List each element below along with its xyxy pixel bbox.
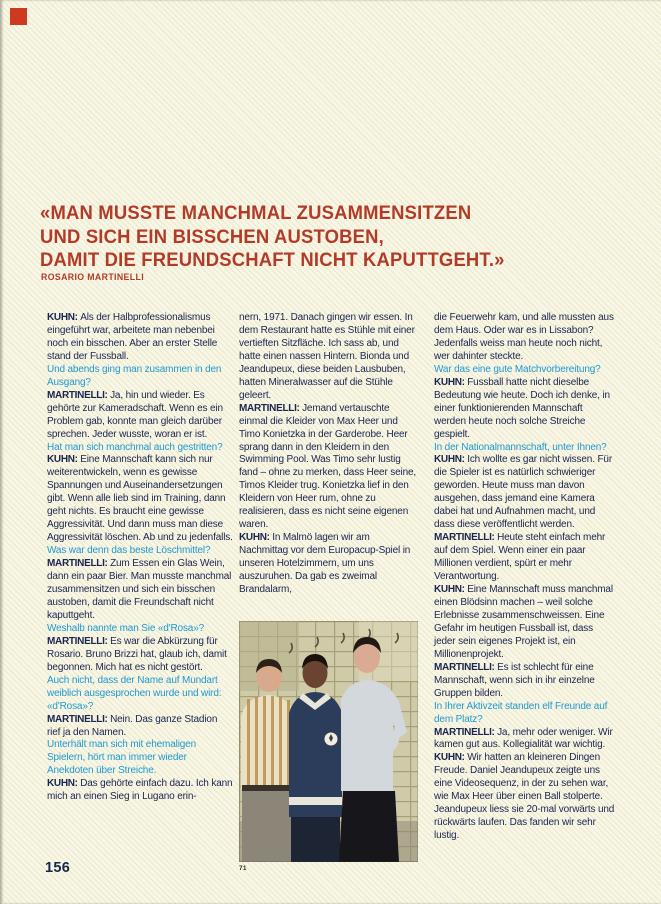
interview-question: Weshalb nannte man Sie «d'Rosa»? — [47, 622, 205, 634]
interview-question: Und abends ging man zusammen in den Ausgang? — [47, 363, 222, 388]
text-column-1 — [47, 312, 233, 804]
speaker-label: MARTINELLI: — [434, 726, 498, 738]
text-column-2 — [239, 312, 419, 876]
interview-question: Was war denn das beste Löschmittel? — [47, 545, 211, 557]
speaker-label: KUHN: — [47, 312, 81, 323]
speaker-label: KUHN: — [47, 454, 81, 466]
interview-answer: KUHN: Das gehörte einfach dazu. Ich kann mich an einen Sieg in Lugano erin- — [47, 778, 233, 803]
interview-question: War das eine gute Matchvorbereitung? — [434, 363, 601, 375]
speaker-label: MARTINELLI: — [47, 713, 111, 725]
quote-attribution: ROSARIO MARTINELLI — [41, 272, 145, 282]
interview-question: In Ihrer Aktivzeit standen elf Freunde auf dem Platz? — [434, 700, 608, 725]
interview-answer: MARTINELLI: Jemand vertauschte einmal die Kleider von Max Heer und Timo Konietzka in der Garderobe. Heer sprang dann in den Kleidern in den Swimming Pool. Was Timo sehr lustig fand – ohne zu merken, dass Heer seine, Timos Kleider trug. Konietzka lief in den Kleidern von Heer rum, ohne zu realisieren, dass es nicht seine eigenen waren. — [239, 402, 417, 531]
pull-quote — [40, 202, 505, 273]
speaker-label: KUHN: — [47, 778, 81, 790]
speaker-label: MARTINELLI: — [434, 661, 498, 673]
speaker-label: MARTINELLI: — [434, 532, 498, 544]
interview-answer: KUHN: Eine Mannschaft muss manchmal einen Blödsinn machen – weil solche Erlebnisse zusammenschweissen. Eine Gefahr im heutigen Fussball ist, dass jeder sein eigenes Projekt ist, ein Millionenprojekt. — [434, 584, 613, 660]
interview-answer: KUHN: Wir hatten an kleineren Dingen Freude. Daniel Jeandupeux zeigte uns eine Videosequenz, in der zu sehen war, wie Max Heer über einen Ball stolperte. Jeandupeux liess sie 20-mal vorwärts und rückwärts laufen. Das fanden wir sehr lustig. — [434, 752, 615, 842]
interview-answer: KUHN: Eine Mannschaft kann sich nur weiterentwickeln, wenn es gewisse Spannungen und Auseinandersetzungen gibt. Wenn alle lieb sind im Training, dann geht nichts. Es braucht eine gewisse Aggressivität. Und dann muss man diese Aggressivität löschen. Ab und zu jedenfalls. — [47, 454, 233, 544]
interview-answer: nern, 1971. Danach gingen wir essen. In dem Restaurant hatte es Stühle mit einer vertieften Sitzfläche. Ich sass ab, und hatte einen nassen Hintern. Bionda und Jeandupeux, diese beiden Lausbuben, hatten Mineralwasser auf die Stühle geleert. — [239, 312, 415, 401]
pull-quote-line: DAMIT DIE FREUNDSCHAFT NICHT KAPUTTGEHT.» — [40, 250, 505, 271]
speaker-label: KUHN: — [434, 584, 468, 596]
interview-answer: MARTINELLI: Zum Essen ein Glas Wein, dann ein paar Bier. Man musste manchmal zusammensitzen und sich ein bisschen austoben, damit die Freundschaft nicht kaputtgeht. — [47, 558, 232, 621]
interview-answer: KUHN: In Malmö lagen wir am Nachmittag vor dem Europacup-Spiel in unseren Hotelzimmern, um uns auszuruhen. Da gab es zweimal Brandalarm, — [239, 532, 411, 596]
speaker-label: KUHN: — [434, 752, 468, 764]
interview-answer: MARTINELLI: Es ist schlecht für eine Mannschaft, wenn sich in ihr einzelne Gruppen bilden. — [434, 661, 595, 699]
interview-question: Auch nicht, dass der Name auf Mundart weiblich ausgesprochen wurde und wird: «d'Rosa»? — [47, 674, 222, 712]
speaker-label: KUHN: — [239, 532, 273, 544]
interview-answer: KUHN: Ich wollte es gar nicht wissen. Für die Spieler ist es natürlich schwieriger geworden. Heute muss man davon ausgehen, dass jemand eine Kamera dabei hat und Aufnahmen macht, und dass diese veröffentlicht werden. — [434, 454, 613, 531]
interview-answer: MARTINELLI: Ja, hin und wieder. Es gehörte zur Kameradschaft. Wenn es ein Problem gab, konnte man gleich darüber sprechen. Jeder wusste, woran er ist. — [47, 389, 223, 440]
interview-answer: MARTINELLI: Heute steht einfach mehr auf dem Spiel. Wenn einer ein paar Millionen verdient, spürt er mehr Verantwortung. — [434, 532, 606, 583]
interview-answer: MARTINELLI: Es war die Abkürzung für Rosario. Bruno Brizzi hat, glaub ich, damit begonnen. Mich hat es nicht gestört. — [47, 635, 227, 673]
speaker-label: MARTINELLI: — [47, 635, 111, 647]
club-badge-icon — [324, 732, 338, 746]
speaker-label: MARTINELLI: — [47, 389, 111, 401]
text-column-3 — [434, 312, 615, 843]
interview-answer: MARTINELLI: Ja, mehr oder weniger. Wir kamen gut aus. Kollegialität war wichtig. — [434, 726, 613, 751]
red-corner-marker — [10, 8, 27, 25]
pull-quote-line: UND SICH EIN BISSCHEN AUSTOBEN, — [40, 226, 384, 248]
photo-block — [239, 621, 418, 876]
interview-answer: KUHN: Fussball hatte nicht dieselbe Bedeutung wie heute. Doch ich denke, in einer funktionierenden Mannschaft werden heute noch solche Streiche gespielt. — [434, 376, 610, 440]
interview-question: Unterhält man sich mit ehemaligen Spielern, hört man immer wieder Anekdoten über Streiche. — [47, 739, 197, 777]
speaker-label: MARTINELLI: — [239, 402, 303, 414]
interview-answer: KUHN: Als der Halbprofessionalismus eingeführt war, arbeitete man nebenbei noch ein bisschen. Aber an erster Stelle stand der Fussball. — [47, 312, 218, 362]
speaker-label: KUHN: — [434, 454, 468, 466]
interview-answer: die Feuerwehr kam, und alle mussten aus dem Haus. Oder war es in Lissabon? Jedenfalls weiss man heute noch nicht, wer dahinter steckte. — [434, 312, 614, 362]
speaker-label: MARTINELLI: — [47, 558, 111, 570]
pull-quote-line: «MAN MUSSTE MANCHMAL ZUSAMMENSITZEN — [40, 203, 472, 224]
photo-credit: 71 — [239, 864, 247, 872]
interview-question: Hat man sich manchmal auch gestritten? — [47, 441, 223, 453]
page-number: 156 — [45, 860, 71, 876]
photo-three-men-locker-room — [239, 621, 418, 862]
interview-question: In der Nationalmannschaft, unter Ihnen? — [434, 441, 607, 453]
speaker-label: KUHN: — [434, 376, 468, 388]
interview-answer: MARTINELLI: Nein. Das ganze Stadion rief ja den Namen. — [47, 713, 218, 738]
